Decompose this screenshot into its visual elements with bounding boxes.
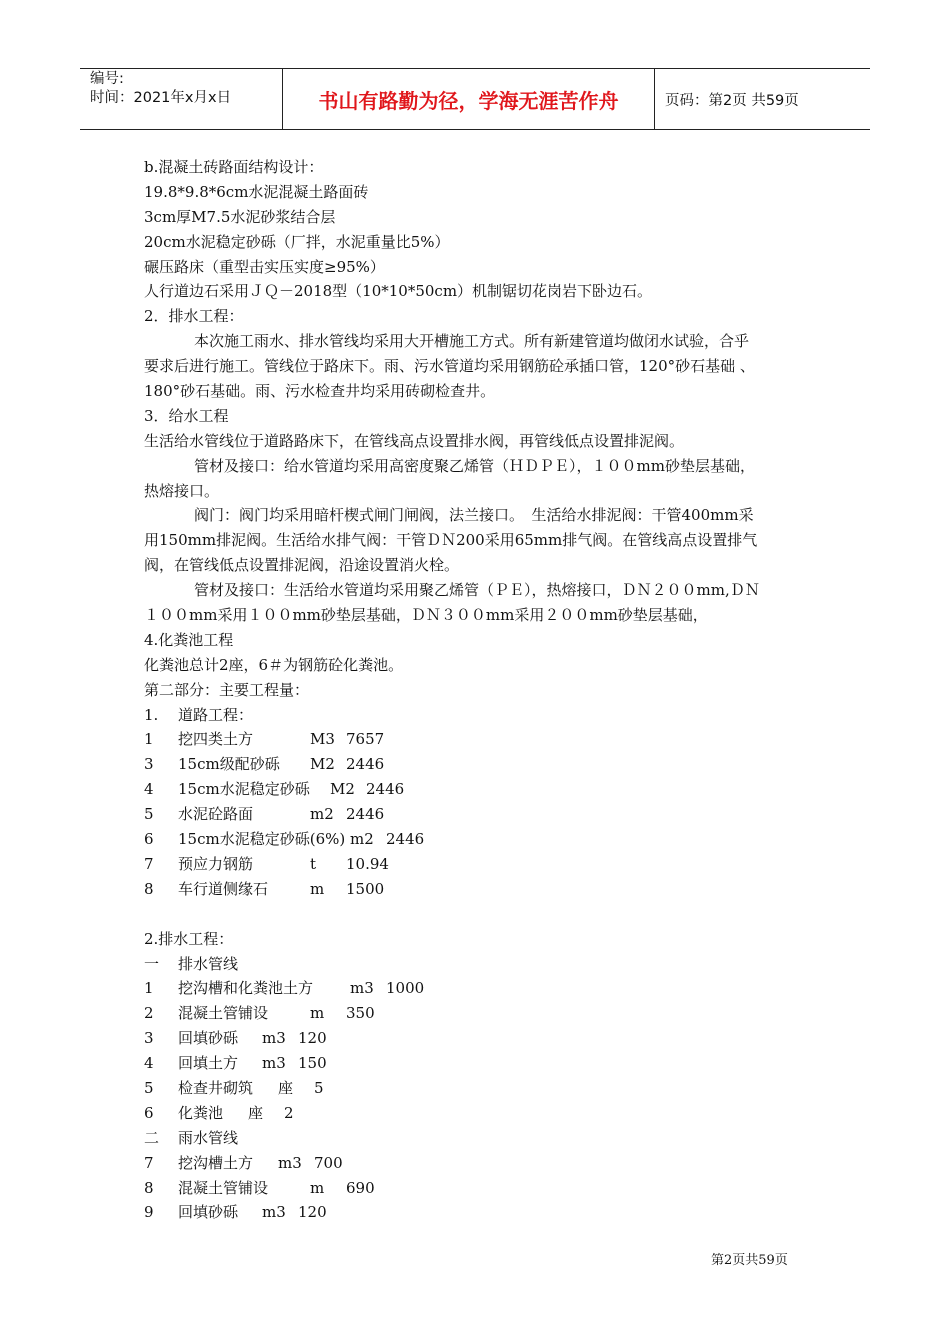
spacer [144, 902, 812, 927]
paragraph: 要求后进行施工。管线位于路床下。雨、污水管道均采用钢筋砼承插口管，120°砂石基础 、 [144, 357, 755, 376]
subsection-heading: 一 排水管线 [144, 954, 239, 973]
quantity-row: 5 水泥砼路面 m2 2446 [144, 805, 385, 824]
paragraph: 生活给水管线位于道路路床下，在管线高点设置排水阀，再管线低点设置排泥阀。 [144, 431, 685, 450]
section-heading: 4.化粪池工程 [144, 630, 234, 649]
paragraph: 人行道边石采用ＪＱ－2018型（10*10*50cm）机制锯切花岗岩下卧边石。 [144, 282, 653, 301]
paragraph: 3cm厚M7.5水泥砂浆结合层 [144, 207, 336, 226]
quantity-row: 7 挖沟槽土方 m3 700 [144, 1153, 343, 1172]
paragraph: 本次施工雨水、排水管线均采用大开槽施工方式。所有新建管道均做闭水试验，合乎 [194, 332, 750, 351]
quantity-row: 6 15cm水泥稳定砂砾(6%) m2 2446 [144, 830, 425, 849]
header-meta [80, 69, 282, 129]
paragraph: 热熔接口。 [144, 481, 220, 500]
quantity-row: 9 回填砂砾 m3 120 [144, 1203, 327, 1222]
paragraph: b.混凝土砖路面结构设计： [144, 158, 324, 176]
heading-text: 道路工程： [178, 705, 254, 724]
quantity-row: 8 车行道侧缘石 m 1500 [144, 879, 385, 898]
quantity-row: 3 15cm级配砂砾 M2 2446 [144, 755, 385, 774]
doc-date: 时间：2021年x月x日 [90, 90, 232, 106]
section-heading: 第二部分：主要工程量： [144, 680, 310, 699]
quantity-heading-drain: 2.排水工程： [144, 929, 234, 948]
section-heading: 2．排水工程： [144, 307, 244, 326]
section-heading: 3．给水工程 [144, 406, 229, 425]
paragraph: 阀，在管线低点设置排泥阀，沿途设置消火栓。 [144, 556, 460, 575]
paragraph: 化粪池总计2座，6＃为钢筋砼化粪池。 [144, 655, 404, 674]
quantity-heading-road [144, 703, 812, 728]
quantity-row: 2 混凝土管铺设 m 350 [144, 1004, 375, 1023]
quantity-row: 4 回填土方 m3 150 [144, 1054, 327, 1073]
quantity-row: 7 预应力钢筋 t 10.94 [144, 854, 389, 873]
paragraph: １００mm采用１００mm砂垫层基础，ＤＮ３００mm采用２００mm砂垫层基础， [144, 606, 708, 625]
page-footer-number: 第2页共59页 [711, 1253, 788, 1268]
paragraph: 管材及接口：生活给水管道均采用聚乙烯管（ＰＥ），热熔接口，ＤＮ２００mm,ＤＮ [194, 581, 760, 600]
paragraph: 管材及接口：给水管道均采用高密度聚乙烯管（ＨＤＰＥ），１００mm砂垫层基础， [194, 456, 755, 475]
page-header [80, 68, 870, 130]
quantity-row: 6 化粪池 座 2 [144, 1103, 294, 1122]
paragraph: 用150mm排泥阀。生活给水排气阀：干管ＤＮ200采用65mm排气阀。在管线高点设置排气 [144, 531, 758, 550]
paragraph: 19.8*9.8*6cm水泥混凝土路面砖 [144, 182, 369, 201]
paragraph: 碾压路床（重型击实压实度≥95%） [144, 257, 385, 276]
doc-id-label: 编号: [90, 71, 124, 87]
quantity-row: 1 挖四类土方 M3 7657 [144, 730, 385, 749]
paragraph: 180°砂石基础。雨、污水检查井均采用砖砌检查井。 [144, 382, 496, 401]
header-motto: 书山有路勤为径，学海无涯苦作舟 [282, 69, 655, 129]
quantity-row: 3 回填砂砾 m3 120 [144, 1029, 327, 1048]
quantity-row: 1 挖沟槽和化粪池土方 m3 1000 [144, 979, 425, 998]
paragraph: 20cm水泥稳定砂砾（厂拌，水泥重量比5%） [144, 232, 450, 251]
paragraph: 阀门：阀门均采用暗杆楔式闸门闸阀，法兰接口。 生活给水排泥阀：干管400mm采 [194, 506, 754, 525]
header-page-number: 页码：第2页 共59页 [665, 92, 799, 109]
quantity-row: 8 混凝土管铺设 m 690 [144, 1178, 375, 1197]
heading-number: 1. [144, 705, 159, 724]
document-body [144, 155, 812, 1225]
quantity-row: 5 检查井砌筑 座 5 [144, 1078, 324, 1097]
quantity-row: 4 15cm水泥稳定砂砾 M2 2446 [144, 780, 405, 799]
subsection-heading: 二 雨水管线 [144, 1128, 239, 1147]
